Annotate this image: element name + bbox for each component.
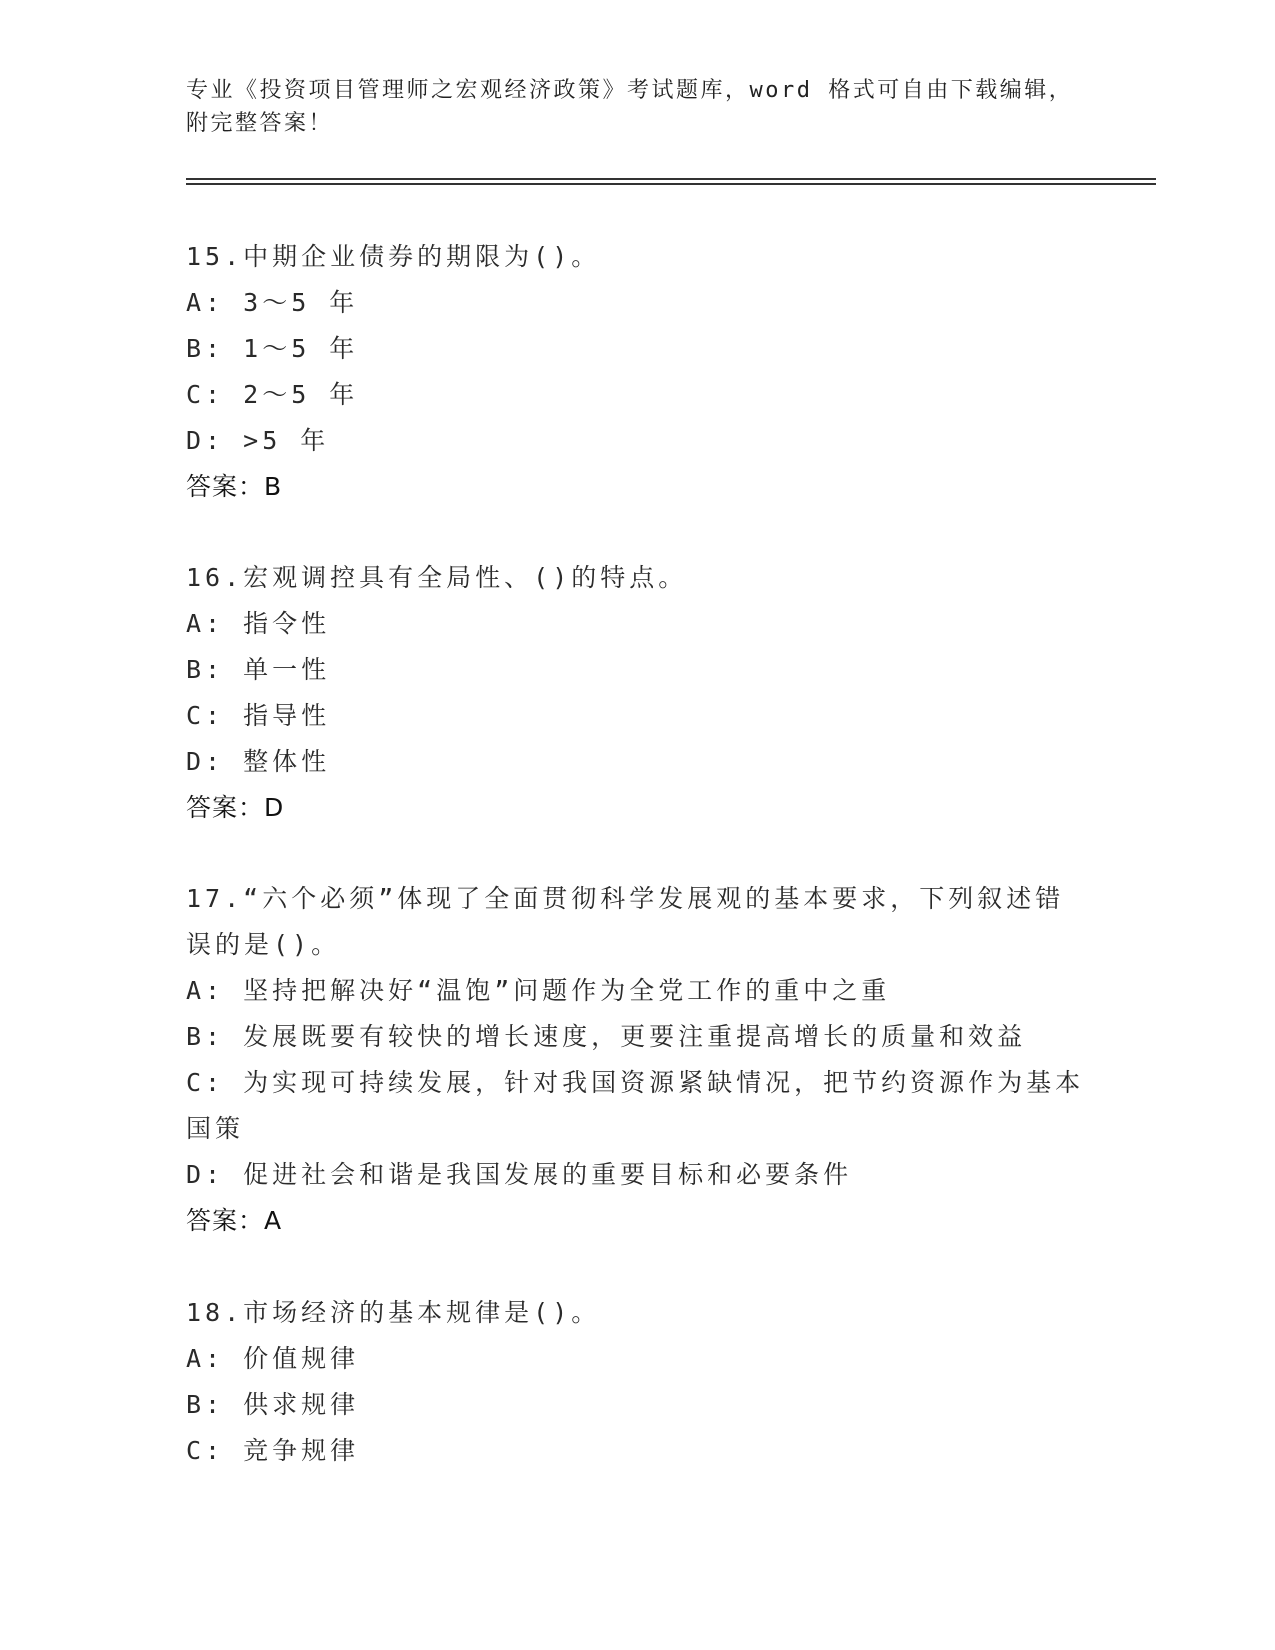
- option-d: D: 促进社会和谐是我国发展的重要目标和必要条件: [186, 1160, 853, 1189]
- header-divider-top: [186, 178, 1156, 180]
- question-stem: 18.市场经济的基本规律是()。: [186, 1298, 601, 1327]
- option-c: C: 为实现可持续发展，针对我国资源紧缺情况，把节约资源作为基本国策: [186, 1068, 1085, 1143]
- question-16: [186, 555, 1086, 831]
- header-divider-bottom: [186, 183, 1156, 185]
- question-stem: 15.中期企业债券的期限为()。: [186, 242, 601, 271]
- option-c: C: 指导性: [186, 701, 331, 730]
- question-stem: 17.“六个必须”体现了全面贯彻科学发展观的基本要求，下列叙述错误的是()。: [186, 884, 1065, 959]
- question-17: [186, 876, 1086, 1244]
- header-line-2: 附完整答案！: [186, 111, 334, 136]
- option-b: B: 1～5 年: [186, 334, 359, 363]
- option-c: C: 竞争规律: [186, 1436, 360, 1465]
- question-15: [186, 234, 1086, 510]
- option-d: D: 整体性: [186, 747, 331, 776]
- option-b: B: 发展既要有较快的增长速度，更要注重提高增长的质量和效益: [186, 1022, 1027, 1051]
- option-a: A: 坚持把解决好“温饱”问题作为全党工作的重中之重: [186, 976, 891, 1005]
- document-header: [186, 74, 1086, 140]
- option-a: A: 指令性: [186, 609, 331, 638]
- header-line-1: 专业《投资项目管理师之宏观经济政策》考试题库，word 格式可自由下载编辑，: [186, 78, 1074, 103]
- option-d: D: >5 年: [186, 426, 330, 455]
- option-a: A: 3～5 年: [186, 288, 359, 317]
- answer: 答案：B: [186, 472, 283, 501]
- option-b: B: 供求规律: [186, 1390, 360, 1419]
- option-c: C: 2～5 年: [186, 380, 359, 409]
- answer: 答案：A: [186, 1206, 283, 1235]
- question-stem: 16.宏观调控具有全局性、()的特点。: [186, 563, 688, 592]
- option-a: A: 价值规律: [186, 1344, 360, 1373]
- question-18: [186, 1290, 1086, 1474]
- option-b: B: 单一性: [186, 655, 331, 684]
- answer: 答案：D: [186, 793, 285, 822]
